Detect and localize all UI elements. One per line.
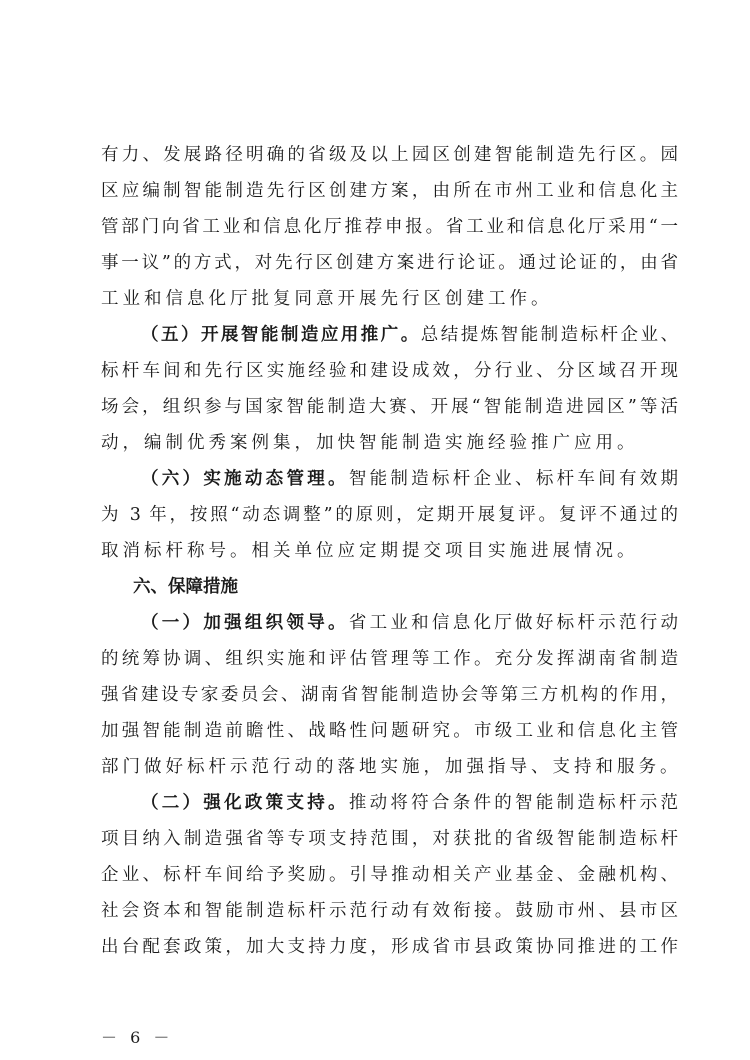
page-number: － 6 － [101, 1028, 174, 1047]
line-text: 企业、标杆车间给予奖励。引导推动相关产业基金、金融机构、 [101, 865, 678, 885]
text-line [101, 173, 678, 209]
text-line [101, 677, 678, 713]
subsection-title: （五）开展智能制造应用推广。 [141, 325, 421, 345]
subsection-title: （六）实施动态管理。 [141, 469, 349, 489]
line-text: 的统筹协调、组织实施和评估管理等工作。充分发挥湖南省制造 [101, 649, 678, 669]
text-line [101, 641, 678, 677]
line-text: 动，编制优秀案例集，加快智能制造实施经验推广应用。 [101, 433, 639, 453]
line-text: 工业和信息化厅批复同意开展先行区创建工作。 [101, 289, 553, 309]
text-line [101, 893, 678, 929]
line-text: 事一议”的方式，对先行区创建方案进行论证。通过论证的，由省 [101, 253, 678, 273]
text-line [101, 137, 678, 173]
text-line [101, 749, 682, 785]
line-text: 推动将符合条件的智能制造标杆示范 [348, 793, 679, 813]
line-text: 部门做好标杆示范行动的落地实施，加强指导、支持和服务。 [101, 757, 682, 777]
subsection-title: （一）加强组织领导。 [141, 613, 349, 633]
section-title: 六、保障措施 [133, 577, 238, 597]
line-text: 强省建设专家委员会、湖南省智能制造协会等第三方机构的作用， [101, 685, 678, 705]
subsection-heading-6 [101, 461, 678, 497]
line-text: 场会，组织参与国家智能制造大赛、开展“智能制造进园区”等活 [101, 397, 678, 417]
text-line [101, 245, 678, 281]
line-text: 出台配套政策，加大支持力度，形成省市县政策协同推进的工作 [101, 937, 678, 957]
line-text: 为 3 年，按照“动态调整”的原则，定期开展复评。复评不通过的 [101, 505, 678, 525]
text-line [101, 353, 678, 389]
line-text: 加强智能制造前瞻性、战略性问题研究。市级工业和信息化主管 [101, 721, 678, 741]
line-text: 区应编制智能制造先行区创建方案，由所在市州工业和信息化主 [101, 181, 678, 201]
line-text: 取消标杆称号。相关单位应定期提交项目实施进展情况。 [101, 541, 639, 561]
text-line [101, 281, 678, 317]
text-line [101, 857, 678, 893]
text-line [101, 821, 678, 857]
text-line [101, 497, 678, 533]
subsection-heading-5 [101, 317, 678, 353]
subsection-title: （二）强化政策支持。 [141, 793, 349, 813]
subsection-heading-1 [101, 605, 678, 641]
text-line [101, 929, 678, 965]
text-line [101, 209, 678, 245]
section-heading [101, 569, 678, 605]
text-line [101, 389, 678, 425]
line-text: 标杆车间和先行区实施经验和建设成效，分行业、分区域召开现 [101, 361, 678, 381]
line-text: 管部门向省工业和信息化厅推荐申报。省工业和信息化厅采用“一 [101, 217, 678, 237]
line-text: 社会资本和智能制造标杆示范行动有效衔接。鼓励市州、县市区 [101, 901, 678, 921]
text-line [101, 425, 678, 461]
text-line [101, 533, 678, 569]
line-text: 省工业和信息化厅做好标杆示范行动 [348, 613, 679, 633]
line-text: 总结提炼智能制造标杆企业、 [420, 325, 679, 345]
document-body [101, 137, 682, 965]
line-text: 有力、发展路径明确的省级及以上园区创建智能制造先行区。园 [101, 145, 678, 165]
line-text: 智能制造标杆企业、标杆车间有效期 [348, 469, 679, 489]
text-line [101, 713, 678, 749]
line-text: 项目纳入制造强省等专项支持范围，对获批的省级智能制造标杆 [101, 829, 678, 849]
subsection-heading-2 [101, 785, 678, 821]
